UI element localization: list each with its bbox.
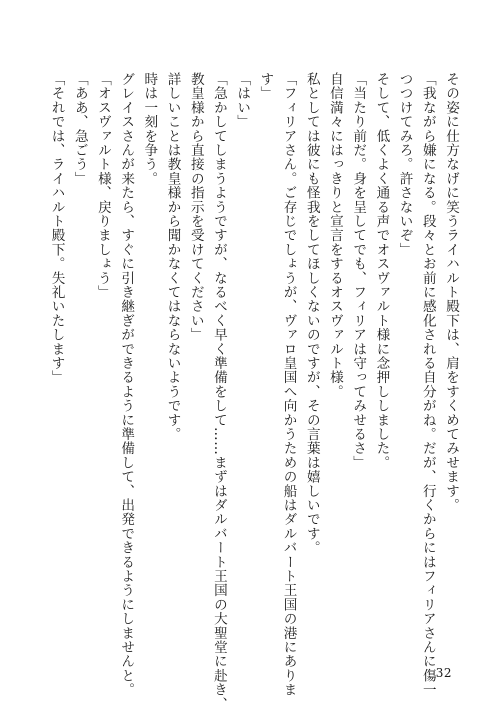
text-line-12: 教皇様から直接の指示を受けてください」 (187, 72, 204, 342)
text-line-8: 「フィリアさん。ご存じでしょうが、ヴァロ皇国へ向かうための船はダルバート王国の港にありま (280, 72, 297, 697)
text-line-5: 「当たり前だ。身を呈してでも、フィリアは守ってみせるさ」 (350, 72, 367, 470)
text-line-11: 「急かしてしまうようですが、なるべく早く準備をして……まずはダルバート王国の大聖堂に赴き、 (210, 72, 227, 711)
text-line-1: その姿に仕方なげに笑うライハルト殿下は、肩をすくめてみせます。 (443, 72, 459, 513)
text-line-18: 「それでは、ライハルト殿下。失礼いたします」 (48, 72, 65, 385)
text-line-13: 詳しいことは教皇様から聞かなくてはならないようです。 (164, 72, 181, 442)
text-line-2: 「我ながら嫌になる。段々とお前に感化される自分がね。だが、行くからにはフィリアさんに傷一 (419, 72, 436, 697)
text-line-4: そして、低くよく通る声でオスヴァルト様に念押ししました。 (373, 72, 390, 470)
text-line-17: 「ああ、急ごう」 (71, 72, 88, 186)
text-line-15: グレイスさんが来たら、すぐに引き継ぎができるように準備して、出発できるようにしませんと。 (118, 72, 135, 697)
text-line-7: 私としては彼にも怪我をしてほしくないのですが、その言葉は嬉しいです。 (303, 72, 320, 555)
text-line-10: 「はい」 (234, 72, 251, 129)
text-line-14: 時は一刻を争う。 (141, 72, 158, 186)
page-number: 32 (435, 666, 452, 680)
text-line-6: 自信満々にはっきりと宣言をするオスヴァルト様。 (326, 72, 343, 399)
text-line-9: す」 (257, 72, 274, 101)
text-line-3: つつけてみろ。許さないぞ」 (396, 72, 413, 257)
text-line-16: 「オスヴァルト様、戻りましょう」 (94, 72, 111, 300)
